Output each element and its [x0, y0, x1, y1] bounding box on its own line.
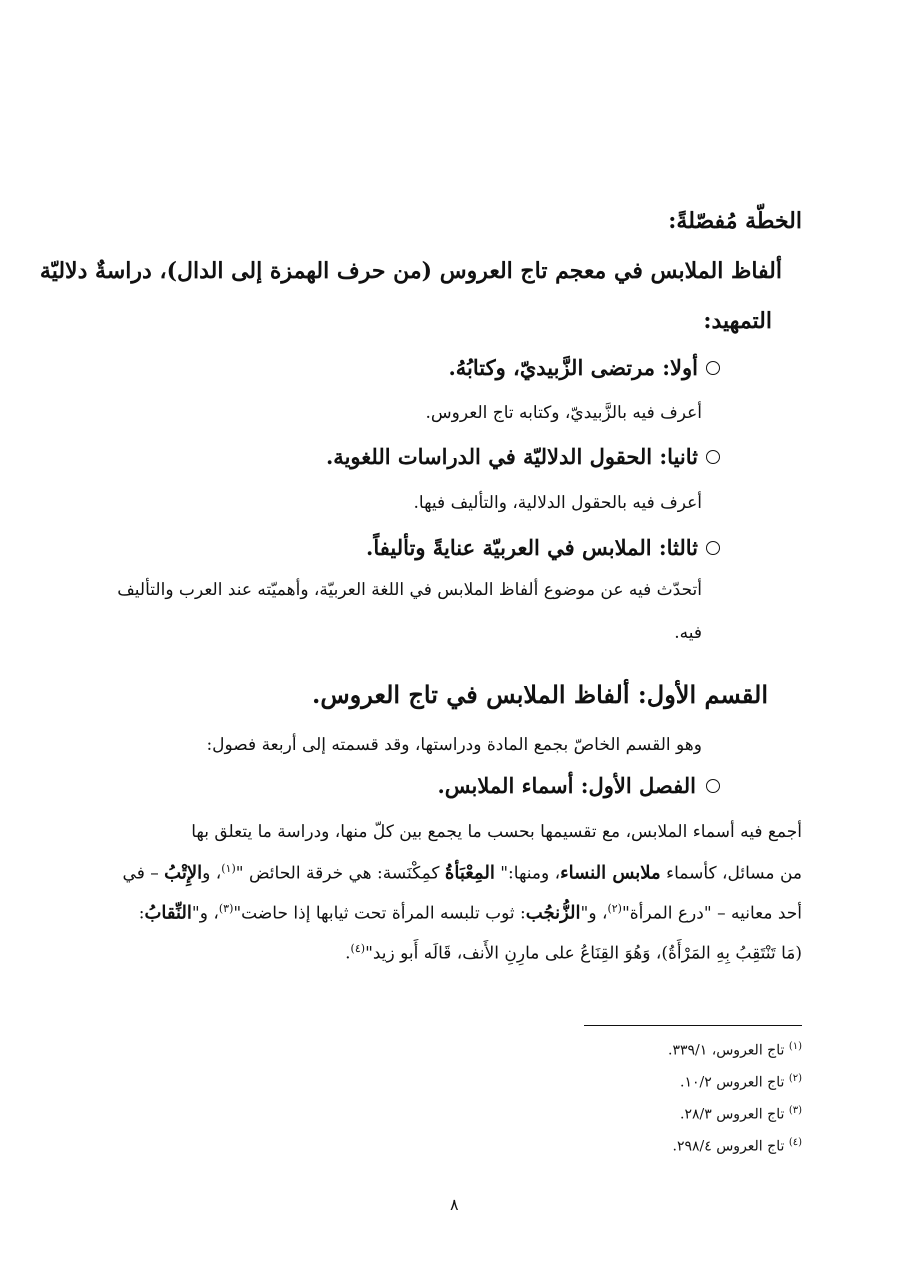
footnote: $^{(٢)}$ تاج العروس ١٠/٢.	[680, 1073, 802, 1091]
circle-bullet-icon	[706, 779, 720, 793]
research-title: ألفاظ الملابس في معجم تاج العروس (من حرف الهمزة إلى الدال)، دراسةٌ دلاليّة	[39, 258, 782, 284]
footnote-ref: (٣)	[218, 902, 234, 915]
chapter-1	[437, 773, 720, 798]
circle-bullet-icon	[706, 541, 720, 555]
intro-item-desc: أعرف فيه بالحقول الدلالية، والتأليف فيها.	[413, 493, 702, 513]
section-heading: القسم الأول: ألفاظ الملابس في تاج العروس.	[312, 680, 768, 709]
footnote-separator	[584, 1025, 802, 1026]
paragraph-line: أجمع فيه أسماء الملابس، مع تقسيمها بحسب ما يجمع بين كلّ منها، ودراسة ما يتعلق بها	[191, 822, 802, 842]
paragraph-line: من مسائل، كأسماء ملابس النساء، ومنها:" المِعْبَأةُ كمِكْنَسة: هي خرقة الحائض "$^{(١)}$، والإِتْبُ – في	[122, 862, 802, 884]
footnote-ref: (٢)	[607, 902, 622, 915]
bold-term: المِعْبَأةُ	[444, 862, 495, 884]
bold-term: الزُّنجُب	[525, 902, 581, 924]
bold-term: الإِتْبُ	[164, 862, 203, 884]
intro-item-1	[448, 355, 720, 380]
bold-term: ملابس النساء	[560, 862, 661, 884]
paragraph-line: أحد معانيه – "درع المرأة"$^{(٢)}$، و"الزُّنجُب: ثوب تلبسه المرأة تحت ثيابها إذا حاضت"$^{(٣)}$، و"النِّقابُ:	[138, 902, 802, 924]
plan-heading: الخطّة مُفصّلةً:	[668, 208, 802, 234]
chapter-title: الفصل الأول: أسماء الملابس.	[437, 773, 696, 798]
intro-item-title: ثانيا: الحقول الدلاليّة في الدراسات اللغوية.	[326, 444, 698, 469]
footnote: $^{(٣)}$ تاج العروس ٢٨/٣.	[680, 1105, 802, 1123]
section-description: وهو القسم الخاصّ بجمع المادة ودراستها، وقد قسمته إلى أربعة فصول:	[206, 735, 702, 755]
page-number: ٨	[450, 1195, 459, 1214]
footnote: $^{(٤)}$ تاج العروس ٢٩٨/٤.	[672, 1137, 802, 1155]
bold-term: النِّقابُ	[144, 902, 192, 924]
intro-item-desc: أعرف فيه بالزَّبيديّ، وكتابه تاج العروس.	[425, 403, 702, 423]
intro-item-desc: أتحدّث فيه عن موضوع ألفاظ الملابس في اللغة العربيّة، وأهميّته عند العرب والتأليف	[117, 580, 702, 600]
intro-item-title: ثالثا: الملابس في العربيّة عنايةً وتأليفاً.	[366, 535, 698, 560]
circle-bullet-icon	[706, 450, 720, 464]
intro-item-desc-continuation: فيه.	[674, 623, 702, 643]
footnote: $^{(١)}$ تاج العروس، ٣٣٩/١.	[668, 1041, 802, 1059]
circle-bullet-icon	[706, 361, 720, 375]
paragraph-line: (مَا تَنْتَقِبُ بِهِ المَرْأَةُ)، وَهُوَ القِنَاعُ على مارِنِ الأَنف، قَالَه أَبو زيد"$^{(٤)}$.	[345, 942, 802, 964]
footnote-ref: (٤)	[350, 942, 366, 955]
intro-heading: التمهيد:	[703, 308, 772, 334]
intro-item-3	[366, 535, 720, 560]
intro-item-2	[326, 444, 720, 469]
intro-item-title: أولا: مرتضى الزَّبيديّ، وكتابُهُ.	[448, 355, 698, 380]
footnote-ref: (١)	[221, 862, 236, 875]
